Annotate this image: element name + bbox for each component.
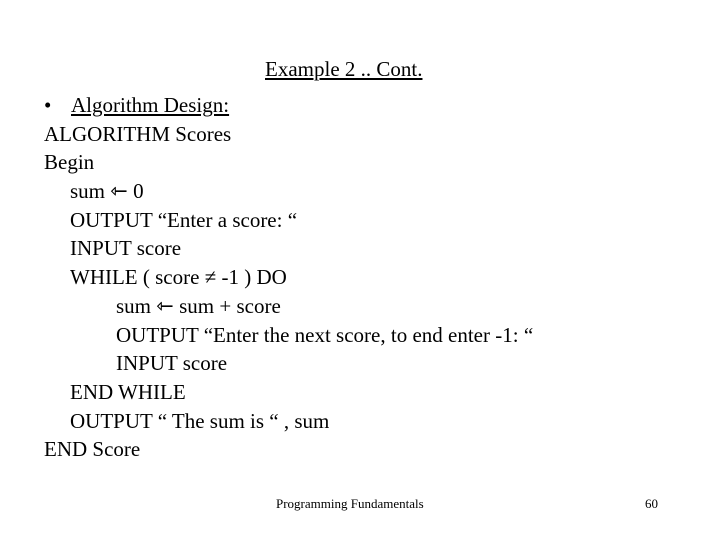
algorithm-line: OUTPUT “Enter the next score, to end enter -1: “ — [116, 322, 534, 347]
algorithm-line: INPUT score — [116, 351, 228, 376]
algorithm-line: sum ⇽ sum + score — [116, 293, 281, 318]
algorithm-line: WHILE ( score ≠ -1 ) DO — [70, 265, 287, 290]
algorithm-line: OUTPUT “ The sum is “ , sum — [70, 408, 330, 433]
bullet-heading: Algorithm Design: — [71, 93, 230, 117]
algorithm-line: END WHILE — [70, 379, 186, 404]
slide-title: Example 2 .. Cont. — [265, 57, 423, 81]
algorithm-block — [44, 91, 533, 464]
algorithm-line: sum ⇽ 0 — [70, 179, 144, 204]
algorithm-line: ALGORITHM Scores — [44, 121, 232, 146]
bullet-item — [44, 91, 533, 120]
bullet-icon: • — [44, 93, 52, 117]
algorithm-line: END Score — [44, 437, 141, 462]
algorithm-line: Begin — [44, 150, 95, 175]
algorithm-line: INPUT score — [70, 236, 182, 261]
algorithm-line: OUTPUT “Enter a score: “ — [70, 207, 298, 232]
page-number: 60 — [645, 496, 658, 511]
footer-label: Programming Fundamentals — [276, 496, 424, 511]
